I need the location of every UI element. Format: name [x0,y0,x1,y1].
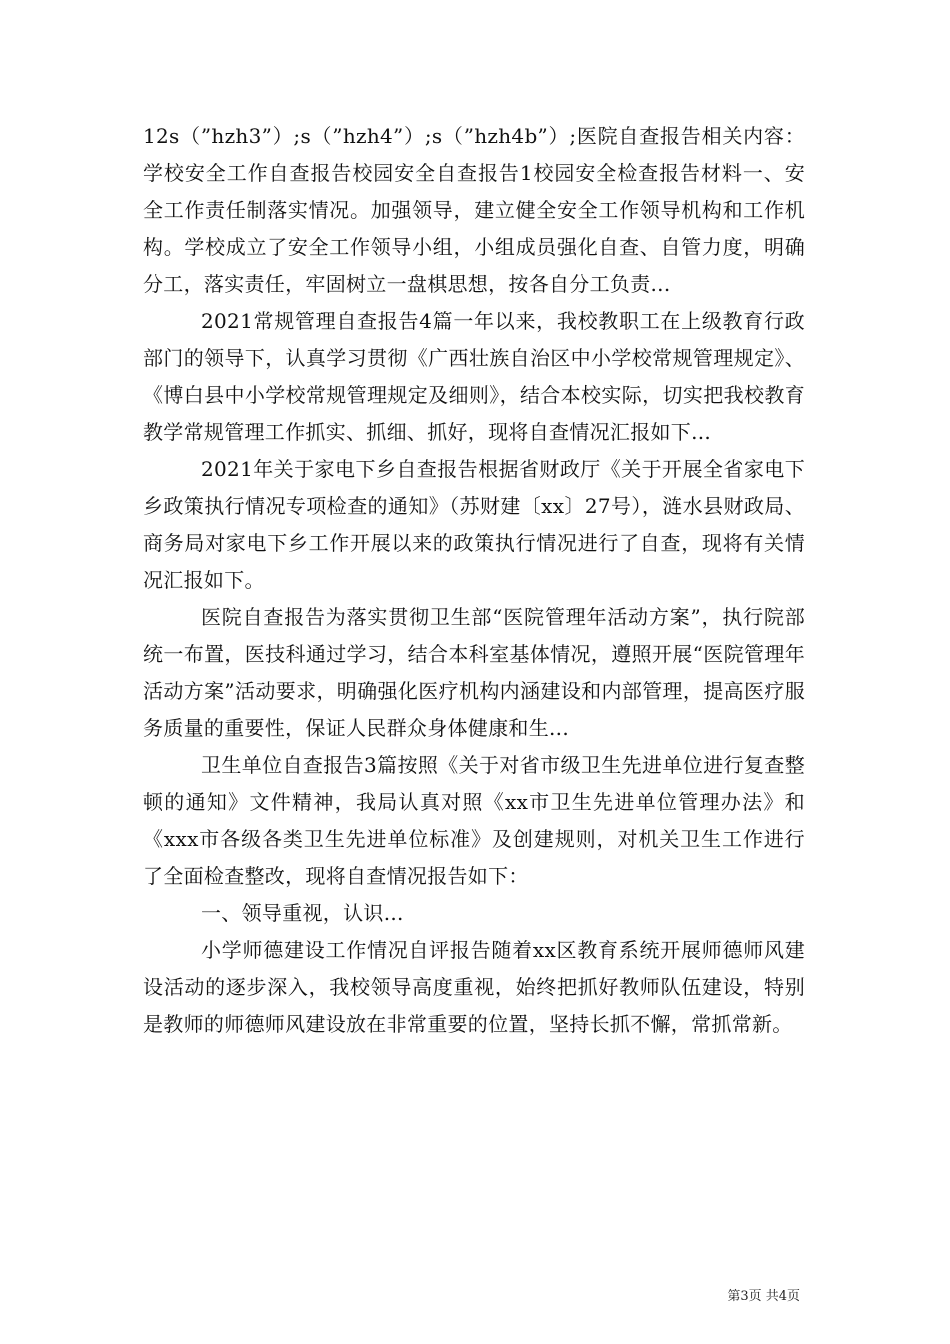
paragraph-4: 医院自查报告为落实贯彻卫生部“医院管理年活动方案”，执行院部统一布置，医技科通过学习，结合本科室基体情况，遵照开展“医院管理年活动方案”活动要求，明确强化医疗机构内涵建设和内部管理，提高医疗服务质量的重要性，保证人民群众身体健康和生... [143,605,805,740]
paragraph-2: 2021常规管理自查报告4篇一年以来，我校教职工在上级教育行政部门的领导下，认真学习贯彻《广西壮族自治区中小学校常规管理规定》、《博白县中小学校常规管理规定及细则》，结合本校实际，切实把我校教育教学常规管理工作抓实、抓细、抓好，现将自查情况汇报如下... [143,309,805,444]
paragraph-6: 一、领导重视，认识... [201,901,404,925]
paragraph-1: 12s（”hzh3”）;s（”hzh4”）;s（”hzh4b”）;医院自查报告相关内容：学校安全工作自查报告校园安全自查报告1校园安全检查报告材料一、安全工作责任制落实情况。加强领导，建立健全安全工作领导机构和工作机构。学校成立了安全工作领导小组，小组成员强化自查、自管力度，明确分工，落实责任，牢固树立一盘棋思想，按各自分工负责... [143,124,805,296]
document-body [143,118,805,1043]
paragraph-5: 卫生单位自查报告3篇按照《关于对省市级卫生先进单位进行复查整顿的通知》文件精神，我局认真对照《xx市卫生先进单位管理办法》和《xxx市各级各类卫生先进单位标准》及创建规则，对机关卫生工作进行了全面检查整改，现将自查情况报告如下： [143,753,805,888]
page-number-footer: 第3页 共4页 [727,1289,800,1304]
paragraph-3: 2021年关于家电下乡自查报告根据省财政厅《关于开展全省家电下乡政策执行情况专项检查的通知》（苏财建〔xx〕27号），涟水县财政局、商务局对家电下乡工作开展以来的政策执行情况进行了自查，现将有关情况汇报如下。 [143,457,805,592]
paragraph-7: 小学师德建设工作情况自评报告随着xx区教育系统开展师德师风建设活动的逐步深入，我校领导高度重视，始终把抓好教师队伍建设，特别是教师的师德师风建设放在非常重要的位置，坚持长抓不懈，常抓常新。 [143,938,805,1036]
